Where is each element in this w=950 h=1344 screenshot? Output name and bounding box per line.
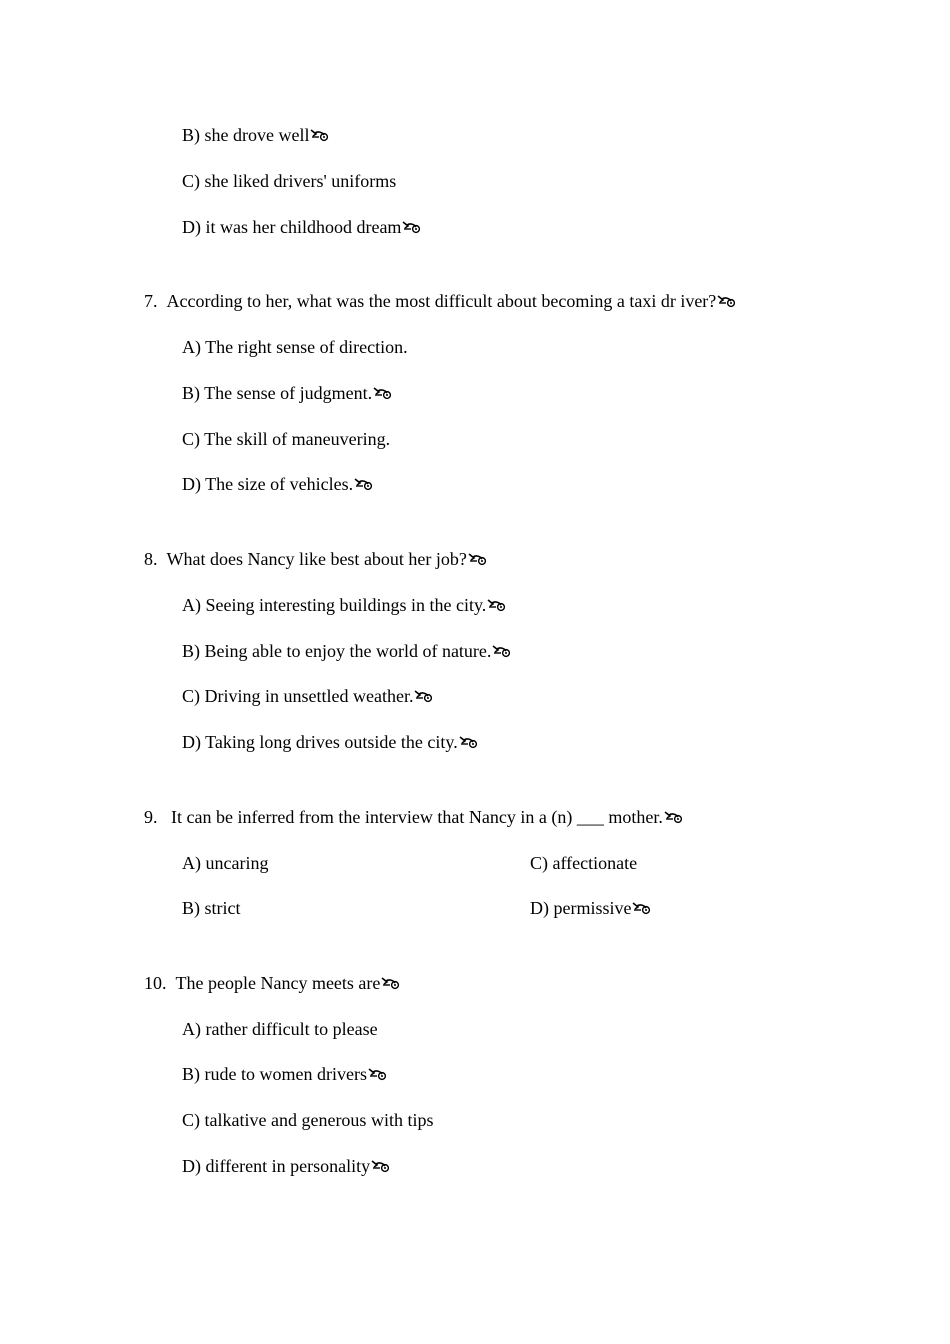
option-text: C) Driving in unsettled weather. <box>182 686 414 706</box>
option-text: A) rather difficult to please <box>182 1019 378 1039</box>
option-text: C) she liked drivers' uniforms <box>182 171 397 191</box>
q7-option-a <box>182 336 408 358</box>
option-text: D) permissive <box>530 898 632 918</box>
q6-option-c <box>182 170 396 192</box>
option-text: A) The right sense of direction. <box>182 337 408 357</box>
q7-option-b <box>182 382 393 404</box>
question-number: 8. <box>144 549 158 569</box>
option-text: C) affectionate <box>530 853 638 873</box>
question-7 <box>144 290 737 312</box>
q10-option-c <box>182 1109 433 1131</box>
question-number: 7. <box>144 291 158 311</box>
question-9 <box>144 806 684 828</box>
option-text: B) The sense of judgment. <box>182 383 373 403</box>
option-text: B) rude to women drivers <box>182 1064 367 1084</box>
q10-option-d <box>182 1155 391 1177</box>
option-text: B) strict <box>182 898 241 918</box>
q9-option-b <box>182 897 241 919</box>
anchor-mark-icon <box>717 294 737 308</box>
option-text: D) The size of vehicles. <box>182 474 354 494</box>
q7-option-c <box>182 428 390 450</box>
option-text: C) The skill of maneuvering. <box>182 429 391 449</box>
q8-option-c <box>182 685 434 707</box>
q7-option-d <box>182 473 374 495</box>
option-text: A) Seeing interesting buildings in the city. <box>182 595 487 615</box>
option-text: C) talkative and generous with tips <box>182 1110 434 1130</box>
anchor-mark-icon <box>368 1067 388 1081</box>
question-text: The people Nancy meets are <box>175 973 381 993</box>
anchor-mark-icon <box>373 386 393 400</box>
anchor-mark-icon <box>371 1159 391 1173</box>
question-text: According to her, what was the most difficult about becoming a taxi dr iver? <box>166 291 717 311</box>
anchor-mark-icon <box>402 220 422 234</box>
q9-option-d <box>530 897 652 919</box>
q9-option-c <box>530 852 637 874</box>
option-text: B) Being able to enjoy the world of nature. <box>182 641 492 661</box>
anchor-mark-icon <box>487 598 507 612</box>
question-text: It can be inferred from the interview that Nancy in a (n) ___ mother. <box>171 807 663 827</box>
anchor-mark-icon <box>459 735 479 749</box>
anchor-mark-icon <box>632 901 652 915</box>
anchor-mark-icon <box>381 976 401 990</box>
q8-option-d <box>182 731 479 753</box>
q8-option-b <box>182 640 512 662</box>
anchor-mark-icon <box>468 552 488 566</box>
anchor-mark-icon <box>354 477 374 491</box>
question-10 <box>144 972 401 994</box>
q8-option-a <box>182 594 507 616</box>
anchor-mark-icon <box>664 810 684 824</box>
question-8 <box>144 548 488 570</box>
option-text: B) she drove well <box>182 125 310 145</box>
question-number: 10. <box>144 973 167 993</box>
option-text: D) Taking long drives outside the city. <box>182 732 458 752</box>
anchor-mark-icon <box>492 644 512 658</box>
q10-option-a <box>182 1018 378 1040</box>
option-text: D) it was her childhood dream <box>182 217 402 237</box>
option-text: D) different in personality <box>182 1156 371 1176</box>
anchor-mark-icon <box>414 689 434 703</box>
q10-option-b <box>182 1063 388 1085</box>
q6-option-d <box>182 216 422 238</box>
anchor-mark-icon <box>310 128 330 142</box>
question-text: What does Nancy like best about her job? <box>166 549 467 569</box>
q6-option-b <box>182 124 330 146</box>
q9-option-a <box>182 852 268 874</box>
option-text: A) uncaring <box>182 853 269 873</box>
question-number: 9. <box>144 807 158 827</box>
